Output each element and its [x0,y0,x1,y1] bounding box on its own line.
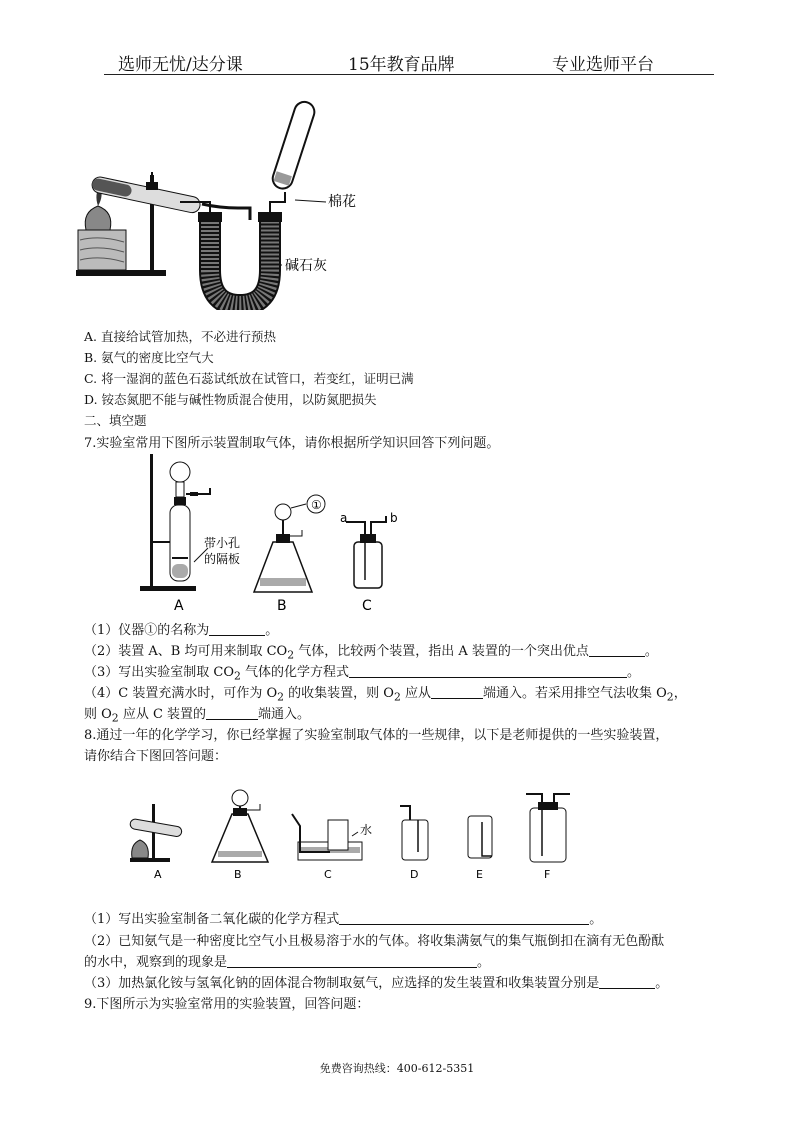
q8-label-A: A [154,868,162,881]
option-a: A. 直接给试管加热，不必进行预热 [84,329,276,344]
header-left: 选师无忧/达分课 [118,55,243,75]
q8-sub1: （1）写出实验室制备二氧化碳的化学方程式 。 [84,912,603,927]
q8-sub3: （3）加热氯化铵与氢氧化钠的固体混合物制取氨气，应选择的发生装置和收集装置分别是 。 [84,976,669,991]
header-center: 15年教育品牌 [348,55,455,75]
label-perforated-plate-2: 的隔板 [204,552,241,566]
label-cotton: 棉花 [328,194,356,210]
q8-label-F: F [544,868,551,881]
q8-label-water: 水 [360,823,373,837]
q7-sub4-cont: 则 $O_2$ 应从 C 装置的 端通入。 [84,707,311,725]
q8-label-B: B [234,868,242,881]
label-B: B [277,598,287,612]
page-header [104,48,714,75]
q7-sub1: （1）仪器①的名称为 。 [84,623,279,638]
option-c: C. 将一湿润的蓝色石蕊试纸放在试管口，若变红，证明已满 [84,371,414,386]
q7-stem: 7.实验室常用下图所示装置制取气体，请你根据所学知识回答下列问题。 [84,436,500,451]
q8-sub2: （2）已知氨气是一种密度比空气小且极易溶于水的气体。将收集满氨气的集气瓶倒扣在滴有无色酚酞 [84,934,665,949]
footer-hotline: 免费咨询热线：400-612-5351 [319,1062,475,1075]
label-circle-1: ① [311,498,322,512]
label-C: C [362,598,372,612]
q8-stem-2: 请你结合下图回答问题： [84,749,228,764]
option-d: D. 铵态氮肥不能与碱性物质混合使用，以防氮肥损失 [84,392,377,407]
label-soda-lime: 碱石灰 [285,258,327,274]
q7-sub4: （4）C 装置充满水时，可作为 $O_2$ 的收集装置，则 $O_2$ 应从 端通入。若采用排空气法收集 $O_2$， [84,686,687,704]
option-b: B. 氨气的密度比空气大 [84,350,214,365]
q8-label-C: C [324,868,332,881]
label-a: a [340,511,348,525]
header-right: 专业选师平台 [552,55,654,75]
label-A: A [174,598,184,612]
figure-q8-apparatus [120,786,590,886]
label-perforated-plate: 带小孔 [204,536,241,550]
q7-sub3: （3）写出实验室制取 $CO_2$ 气体的化学方程式 。 [84,665,641,683]
q9-stem: 9.下图所示为实验室常用的实验装置，回答问题： [84,997,370,1012]
section-title: 二、填空题 [84,413,147,428]
figure-q7-apparatus [130,452,420,612]
q8-sub2-cont: 的水中，观察到的现象是 。 [84,955,491,970]
q8-label-E: E [476,868,483,881]
label-b: b [390,511,398,525]
q7-sub2: （2）装置 A、B 均可用来制取 $CO_2$ 气体，比较两个装置，指出 A 装置的一个突出优点 。 [84,644,658,662]
figure-ammonia-apparatus [70,90,370,310]
q8-stem-1: 8.通过一年的化学学习，你已经掌握了实验室制取气体的一些规律，以下是老师提供的一些实验装置， [84,728,669,743]
q8-label-D: D [410,868,419,881]
